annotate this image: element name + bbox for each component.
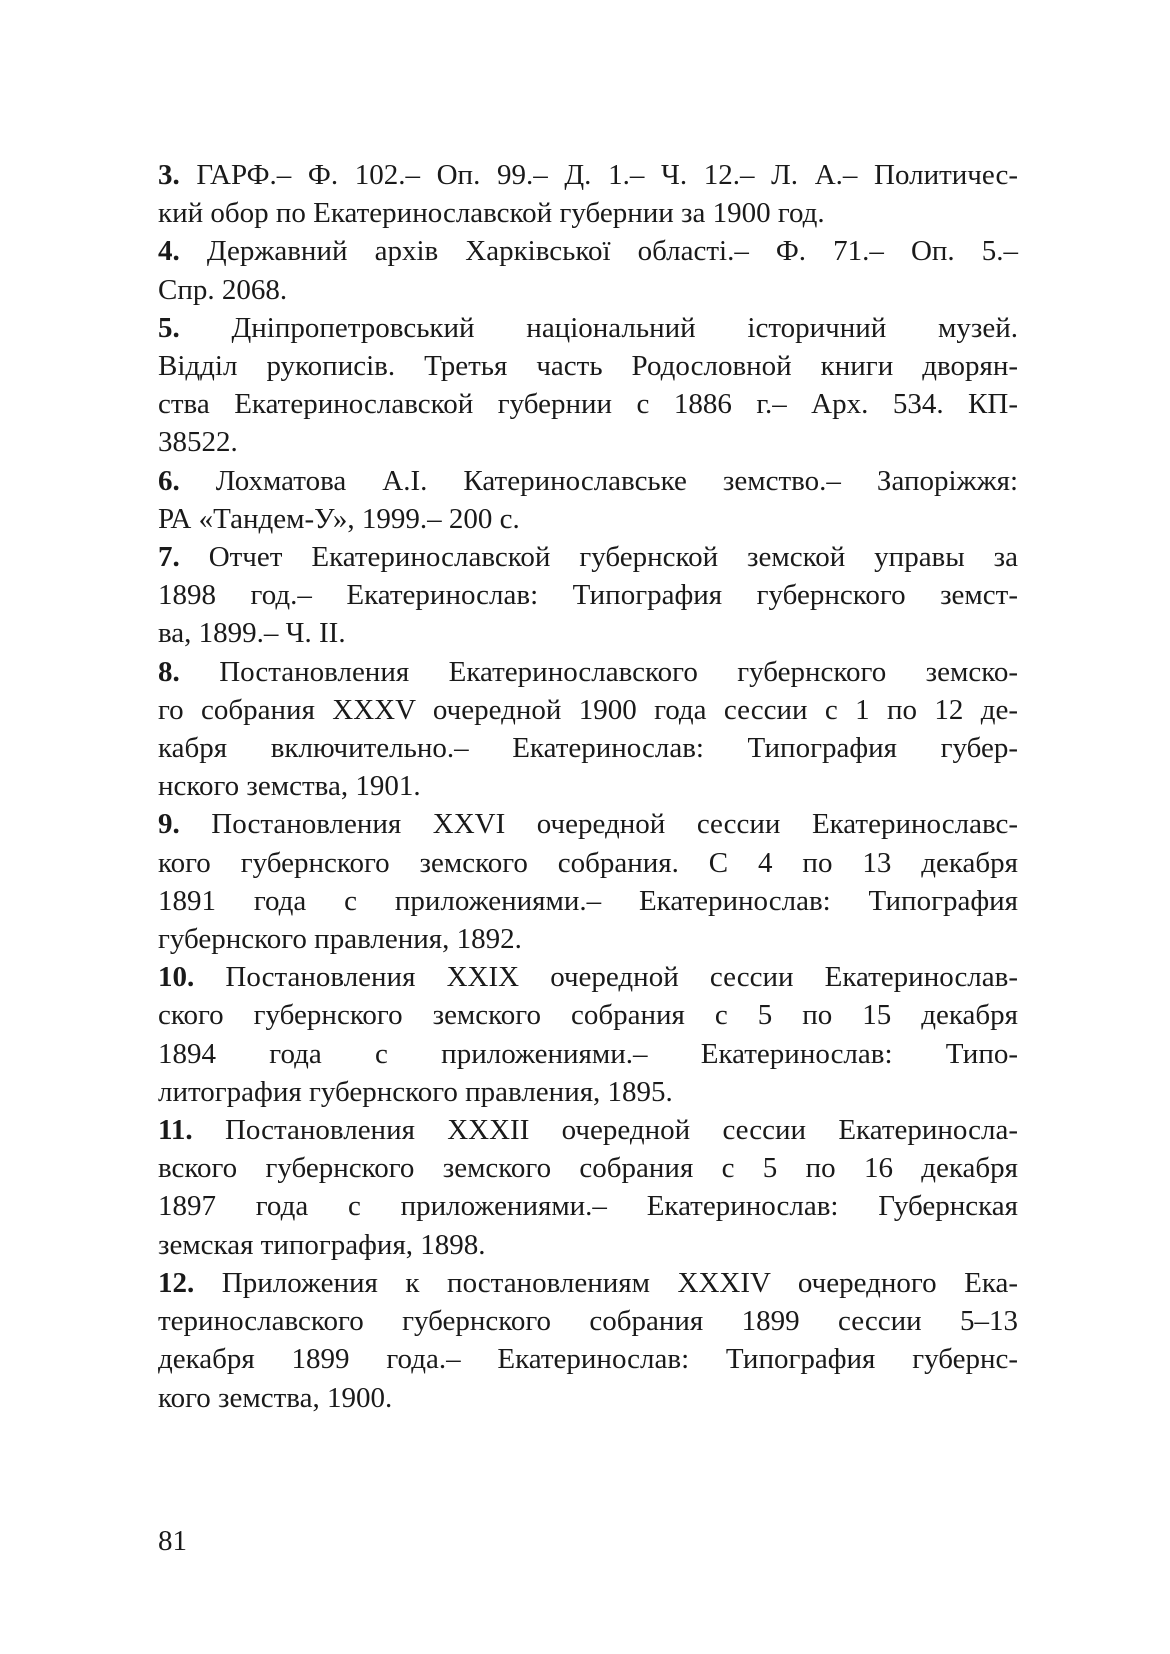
reference-line <box>158 1340 1018 1378</box>
reference-number: 11. <box>158 1114 193 1147</box>
reference-text: 1898 год.– Екатеринослав: Типография губернского земст- <box>158 579 1018 612</box>
reference-item <box>158 156 1018 232</box>
reference-line <box>158 805 1018 843</box>
reference-text: го собрания XXXV очередной 1900 года сессии с 1 по 12 де- <box>158 693 1018 726</box>
reference-line <box>158 576 1018 614</box>
reference-number: 7. <box>158 541 180 574</box>
reference-line <box>158 500 1018 538</box>
reference-line <box>158 462 1018 500</box>
reference-line <box>158 538 1018 576</box>
page-number: 81 <box>158 1525 187 1557</box>
reference-line <box>158 1302 1018 1340</box>
reference-text: кого губернского земского собрания. С 4 по 13 декабря <box>158 846 1018 879</box>
reference-item <box>158 653 1018 806</box>
reference-item <box>158 1264 1018 1417</box>
reference-line <box>158 385 1018 423</box>
reference-text: вского губернского земского собрания с 5 по 16 декабря <box>158 1152 1018 1185</box>
reference-line <box>158 691 1018 729</box>
reference-text: земская типография, 1898. <box>158 1228 486 1261</box>
reference-text: РА «Тандем-У», 1999.– 200 с. <box>158 502 520 535</box>
reference-text: ГАРФ.– Ф. 102.– Оп. 99.– Д. 1.– Ч. 12.– Л. А.– Политичес- <box>196 159 1018 191</box>
reference-number: 8. <box>158 655 180 688</box>
reference-line <box>158 1264 1018 1302</box>
reference-item <box>158 538 1018 653</box>
reference-line <box>158 653 1018 691</box>
reference-item <box>158 309 1018 462</box>
reference-text: теринославского губернского собрания 1899 сессии 5–13 <box>158 1305 1018 1338</box>
reference-number: 5. <box>158 311 180 344</box>
reference-line <box>158 1035 1018 1073</box>
reference-number: 12. <box>158 1266 195 1299</box>
reference-line <box>158 767 1018 805</box>
reference-text: 1897 года с приложениями.– Екатеринослав: Губернская <box>158 1190 1018 1223</box>
reference-line <box>158 1111 1018 1149</box>
reference-text: 38522. <box>158 426 238 459</box>
reference-line <box>158 1187 1018 1225</box>
reference-text: Постановления XXXII очередной сессии Екатериносла- <box>224 1114 1019 1147</box>
reference-text: Приложения к постановлениям XXXIV очередного Ека- <box>221 1266 1018 1299</box>
reference-line <box>158 423 1018 461</box>
reference-line <box>158 1149 1018 1187</box>
reference-number: 10. <box>158 961 195 994</box>
reference-text: Отчет Екатеринославской губернской земской управы за <box>208 541 1018 574</box>
reference-item <box>158 1111 1018 1264</box>
reference-text: ва, 1899.– Ч. ІІ. <box>158 617 346 650</box>
reference-text: Постановления XXVI очередной сессии Екатеринославс- <box>211 808 1019 841</box>
reference-text: Державний архів Харківської області.– Ф. 71.– Оп. 5.– <box>206 235 1018 268</box>
reference-line <box>158 844 1018 882</box>
reference-line <box>158 1226 1018 1264</box>
reference-text: ства Екатеринославской губернии с 1886 г.– Арх. 534. КП- <box>158 388 1018 421</box>
reference-text: нского земства, 1901. <box>158 770 421 803</box>
reference-text: кий обор по Екатеринославской губернии за 1900 год. <box>158 197 825 230</box>
reference-line <box>158 271 1018 309</box>
reference-number: 4. <box>158 235 180 268</box>
reference-text: Спр. 2068. <box>158 273 288 306</box>
reference-item <box>158 462 1018 538</box>
reference-text: губернского правления, 1892. <box>158 923 522 956</box>
reference-line <box>158 1379 1018 1417</box>
reference-text: Відділ рукописів. Третья часть Родословной книги дворян- <box>158 350 1018 383</box>
reference-line <box>158 958 1018 996</box>
reference-text: Постановления XXIX очередной сессии Екатеринослав- <box>225 961 1019 994</box>
reference-text: Постановления Екатеринославского губернского земско- <box>219 655 1018 688</box>
reference-line <box>158 194 1018 232</box>
reference-text: декабря 1899 года.– Екатеринослав: Типография губернс- <box>158 1343 1018 1376</box>
reference-line <box>158 232 1018 270</box>
reference-line <box>158 1073 1018 1111</box>
reference-line <box>158 996 1018 1034</box>
reference-number: 3. <box>158 159 180 191</box>
reference-text: ского губернского земского собрания с 5 по 15 декабря <box>158 999 1018 1032</box>
reference-text: Дніпропетровський національний історичний музей. <box>231 311 1018 344</box>
reference-text: Лохматова А.І. Катеринославське земство.– Запоріжжя: <box>215 464 1018 497</box>
reference-item <box>158 232 1018 308</box>
reference-text: кого земства, 1900. <box>158 1381 393 1414</box>
reference-item <box>158 958 1018 1111</box>
reference-line <box>158 156 1018 194</box>
reference-number: 6. <box>158 464 180 497</box>
reference-list <box>158 156 1018 1417</box>
reference-line <box>158 309 1018 347</box>
reference-text: литография губернского правления, 1895. <box>158 1075 673 1108</box>
reference-line <box>158 920 1018 958</box>
reference-line <box>158 882 1018 920</box>
reference-line <box>158 614 1018 652</box>
reference-line <box>158 347 1018 385</box>
reference-item <box>158 805 1018 958</box>
reference-text: кабря включительно.– Екатеринослав: Типография губер- <box>158 732 1018 765</box>
reference-number: 9. <box>158 808 180 841</box>
reference-text: 1894 года с приложениями.– Екатеринослав: Типо- <box>158 1037 1018 1070</box>
reference-text: 1891 года с приложениями.– Екатеринослав: Типография <box>158 884 1018 917</box>
reference-line <box>158 729 1018 767</box>
